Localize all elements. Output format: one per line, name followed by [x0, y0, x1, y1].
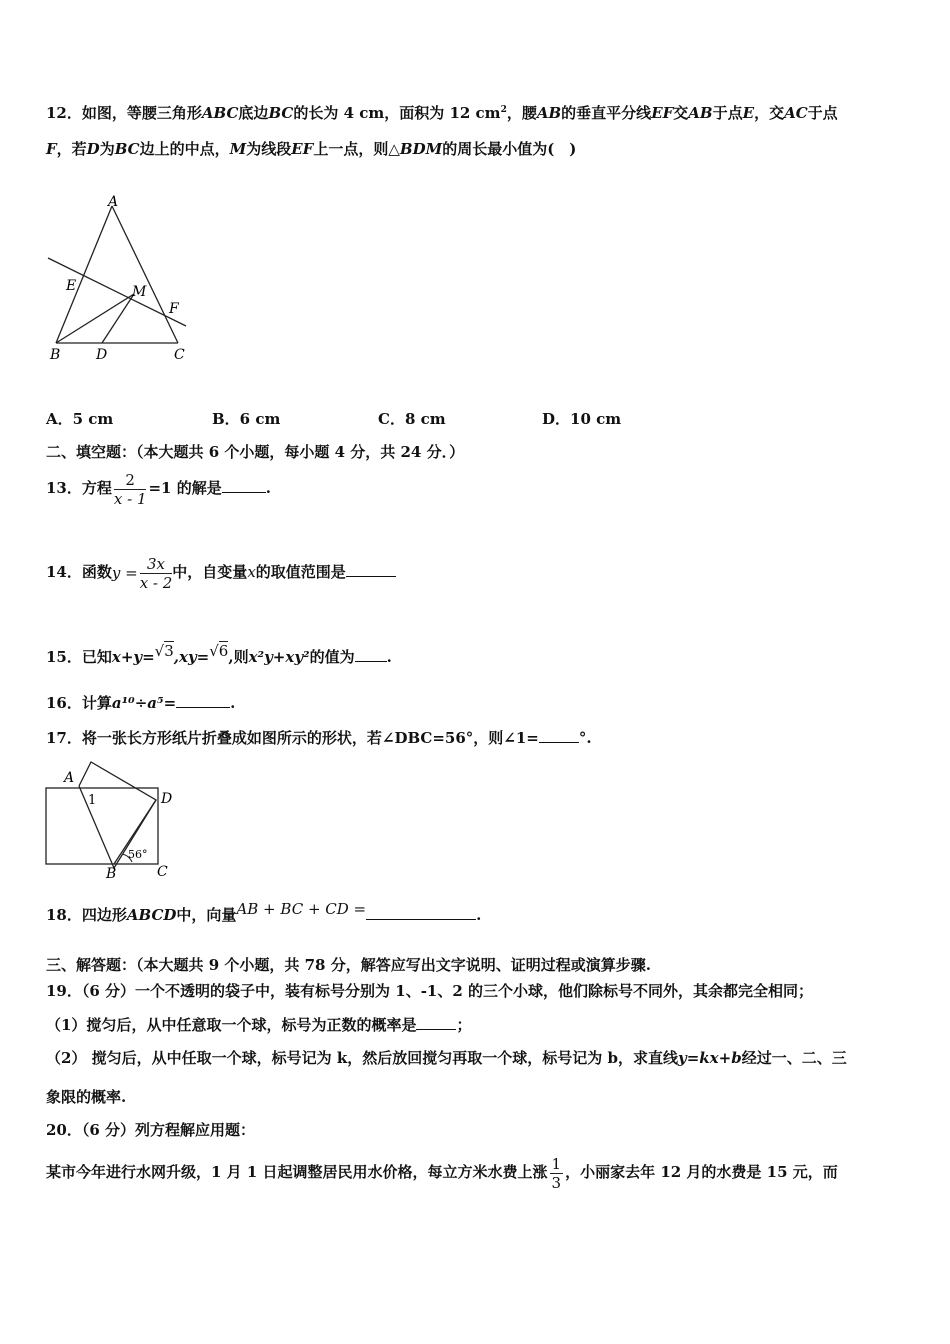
- option-b: B．6 cm: [212, 410, 281, 428]
- q14-blank[interactable]: [346, 562, 396, 577]
- section-3-heading: 三、解答题：（本大题共 9 个小题，共 78 分，解答应写出文字说明、证明过程或演算步骤.: [46, 956, 651, 974]
- label-1: 1: [88, 793, 97, 808]
- label-f: F: [169, 301, 179, 317]
- sqrt3: √3: [154, 642, 174, 660]
- segment-dm: [102, 294, 134, 343]
- q19-head: 19．（6 分）一个不透明的袋子中，装有标号分别为 1、-1、2 的三个小球，他们除标号不同外，其余都完全相同；: [46, 982, 814, 1000]
- label-a: A: [108, 194, 119, 210]
- section-2-heading: 二、填空题：（本大题共 6 个小题，每小题 4 分，共 24 分．）: [46, 443, 465, 461]
- q20-body: 某市今年进行水网升级，1 月 1 日起调整居民用水价格，每立方米水费上涨 $\frac{1}{3}$ ，小丽家去年 12 月的水费是 15 元，而: [46, 1154, 838, 1192]
- label-b: B: [106, 866, 117, 882]
- q19-part1: （1）搅匀后，从中任意取一个球，标号为正数的概率是 ；: [46, 1016, 472, 1034]
- q12-line2: F，若D为BC边上的中点，M为线段EF上一点，则△BDM的周长最小值为( ): [46, 140, 577, 158]
- q19-part2: （2） 搅匀后，从中任取一个球，标号记为 k，然后放回搅匀再取一个球，标号记为 b，求直线y=kx+b经过一、二、三: [46, 1049, 847, 1067]
- q20-head: 20．（6 分）列方程解应用题：: [46, 1121, 256, 1139]
- label-b: B: [50, 347, 61, 363]
- q16: 16．计算a¹⁰÷a⁵= .: [46, 694, 236, 712]
- q14: 14．函数y = $\frac{3x}{x - 2}$ 中，自变量x的取值范围是: [46, 552, 396, 593]
- q15: 15．已知x+y=√3,xy=√6,则x²y+xy²的值为 .: [46, 642, 392, 666]
- q13-blank[interactable]: [222, 478, 266, 493]
- q19-part2-line2: 象限的概率.: [46, 1088, 127, 1106]
- label-c: C: [174, 347, 185, 363]
- label-e: E: [66, 278, 77, 294]
- label-d: D: [161, 791, 173, 807]
- label-a: A: [64, 770, 75, 786]
- label-m: M: [132, 284, 147, 300]
- q12-line1: 12．如图，等腰三角形ABC底边BC的长为 4 cm，面积为 12 $cm^2$，腰AB的垂直平分线EF交AB于点E，交AC于点: [46, 104, 838, 122]
- label-d: D: [96, 347, 108, 363]
- q17: 17．将一张长方形纸片折叠成如图所示的形状，若∠DBC=56°，则∠1= °.: [46, 729, 592, 747]
- folded-paper-figure: [44, 758, 180, 882]
- q19-blank[interactable]: [416, 1015, 456, 1030]
- side-ac: [112, 206, 178, 343]
- q18: 18．四边形ABCD中，向量AB + BC + CD = .: [46, 900, 482, 924]
- segment-bm: [56, 294, 134, 343]
- q20-fraction: $\frac{1}{3}$: [551, 1154, 562, 1192]
- q16-blank[interactable]: [176, 693, 230, 708]
- label-c: C: [157, 864, 168, 880]
- q15-blank[interactable]: [355, 647, 387, 662]
- side-ab: [56, 206, 112, 343]
- q18-blank[interactable]: [366, 905, 476, 920]
- q13: 13．方程 $\frac{2}{x - 1}$ =1 的解是 .: [46, 470, 271, 508]
- q14-fraction: $\frac{3x}{x - 2}$: [139, 554, 173, 592]
- label-angle: 56°: [128, 848, 148, 861]
- triangle-figure: [44, 192, 194, 367]
- option-a: A．5 cm: [46, 410, 114, 428]
- q13-fraction: $\frac{2}{x - 1}$: [113, 470, 147, 508]
- q17-blank[interactable]: [539, 728, 579, 743]
- sqrt6: √6: [209, 642, 229, 660]
- option-d: D．10 cm: [542, 410, 622, 428]
- option-c: C．8 cm: [378, 410, 446, 428]
